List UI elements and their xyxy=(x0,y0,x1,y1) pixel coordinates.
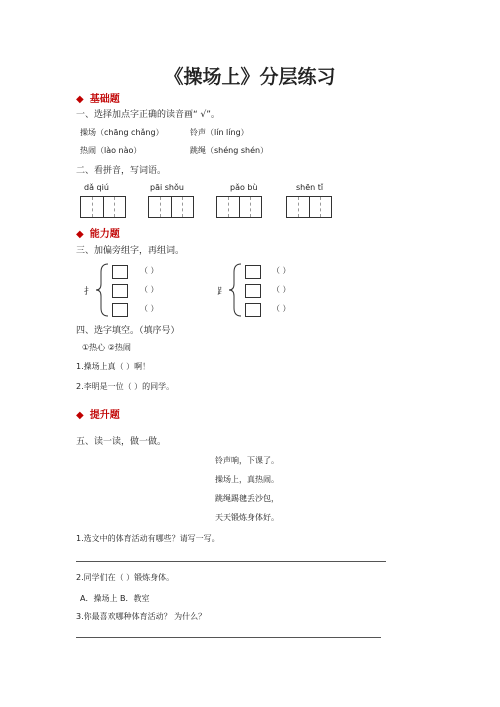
section-advanced xyxy=(76,406,120,421)
section-ability-label: 能力题 xyxy=(89,229,120,240)
char-box[interactable] xyxy=(245,265,261,279)
word-paren: （ ） xyxy=(140,304,159,313)
write-box-1[interactable] xyxy=(80,196,126,218)
pinyin-4: shēn tǐ xyxy=(296,183,324,192)
left-brace-icon xyxy=(227,262,243,318)
radical-right: ⻊ xyxy=(217,287,227,297)
section-ability xyxy=(76,225,120,240)
section-advanced-label: 提升题 xyxy=(89,410,120,421)
q1-item-3: 热闹（lào nào） xyxy=(80,146,142,155)
diamond-icon: ◆ xyxy=(76,94,84,105)
poem-line-1: 铃声响，下课了。 xyxy=(215,456,279,465)
pinyin-2: pāi shǒu xyxy=(150,183,184,192)
char-box[interactable] xyxy=(112,303,128,317)
radical-left: 扌 xyxy=(84,287,94,297)
word-paren: （ ） xyxy=(272,266,291,275)
left-brace-icon xyxy=(94,262,110,318)
diamond-icon: ◆ xyxy=(76,410,84,421)
q3-heading: 三、加偏旁组字，再组词。 xyxy=(76,246,185,256)
answer-line-2[interactable] xyxy=(76,637,381,638)
q4-sentence-1: 1.操场上真（ ）啊！ xyxy=(76,362,151,371)
page-title: 《操场上》分层练习 xyxy=(164,66,336,88)
poem-line-4: 天天锻炼身体好。 xyxy=(215,513,279,522)
q5-heading: 五、读一读，做一做。 xyxy=(76,437,167,447)
section-basic xyxy=(76,90,120,105)
answer-line-1[interactable] xyxy=(76,561,386,562)
word-paren: （ ） xyxy=(272,285,291,294)
word-paren: （ ） xyxy=(140,285,159,294)
poem-line-3: 跳绳踢毽丢沙包， xyxy=(215,494,279,503)
q4-sentence-2: 2.李明是一位（ ）的同学。 xyxy=(76,382,175,391)
q1-item-4: 跳绳（shéng shén） xyxy=(190,146,269,155)
q5-sub-2: 2.同学们在（ ）锻炼身体。 xyxy=(76,573,175,582)
char-box[interactable] xyxy=(245,303,261,317)
q1-item-2: 铃声（lín líng） xyxy=(190,128,249,137)
q1-heading: 一、选择加点字正确的读音画“ √”。 xyxy=(76,110,220,120)
char-box[interactable] xyxy=(112,265,128,279)
word-paren: （ ） xyxy=(272,304,291,313)
write-box-2[interactable] xyxy=(148,196,194,218)
q1-item-1: 操场（chāng chǎng） xyxy=(80,128,164,137)
diamond-icon: ◆ xyxy=(76,229,84,240)
char-box[interactable] xyxy=(112,284,128,298)
q4-heading: 四、选字填空。（填序号） xyxy=(76,326,180,336)
q5-sub-3: 3.你最喜欢哪种体育活动？ 为什么？ xyxy=(76,612,207,621)
pinyin-3: pǎo bù xyxy=(230,183,258,192)
section-basic-label: 基础题 xyxy=(89,94,120,105)
write-box-4[interactable] xyxy=(286,196,332,218)
char-box[interactable] xyxy=(245,284,261,298)
q5-sub-1: 1.选文中的体育活动有哪些？请写一写。 xyxy=(76,534,220,543)
pinyin-1: dǎ qiú xyxy=(84,183,109,192)
q4-options: ①热心 ②热闹 xyxy=(82,343,131,352)
poem-line-2: 操场上，真热闹。 xyxy=(215,475,279,484)
q2-heading: 二、看拼音，写词语。 xyxy=(76,166,167,176)
word-paren: （ ） xyxy=(140,266,159,275)
q5-sub-2-options: A．操场上 B．教室 xyxy=(80,594,150,603)
write-box-3[interactable] xyxy=(216,196,262,218)
